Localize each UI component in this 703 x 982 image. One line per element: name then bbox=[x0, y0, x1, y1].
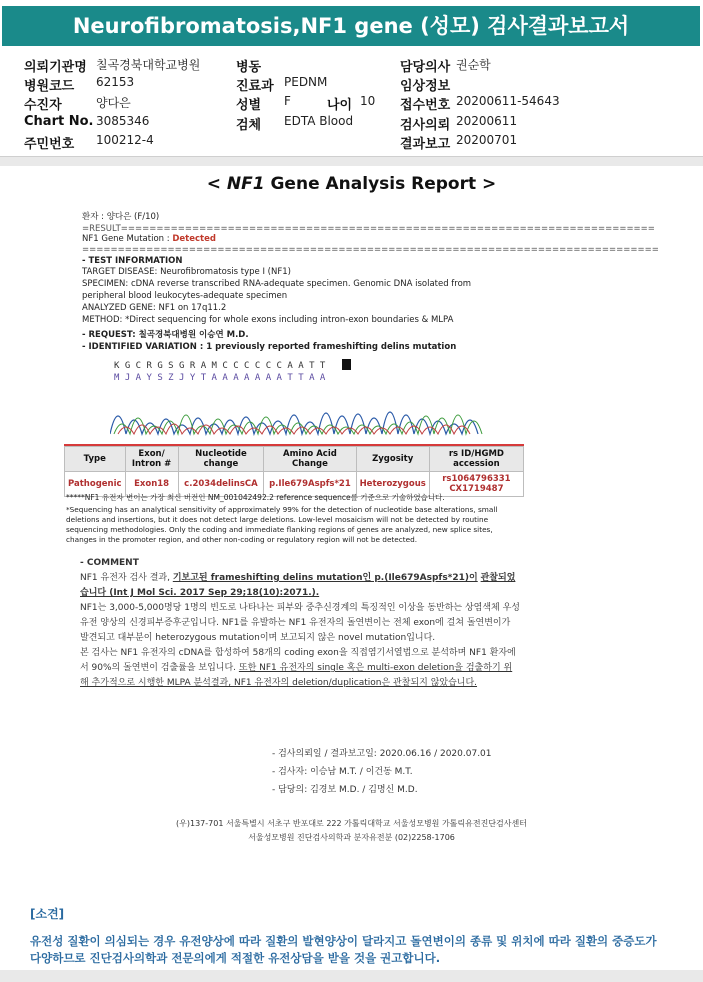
accession-value: 20200611-54643 bbox=[456, 94, 560, 108]
address-line-2: 서울성모병원 진단검사의학과 분자유전분 (02)2258-1706 bbox=[248, 833, 455, 842]
info-row-5 bbox=[0, 133, 703, 155]
patient-label: 수진자 bbox=[24, 98, 62, 113]
mutation-value: Detected bbox=[172, 234, 216, 244]
mutation-line bbox=[82, 234, 216, 244]
target-disease: TARGET DISEASE: Neurofibromatosis type I (NF1) bbox=[82, 267, 291, 277]
clinical-label: 임상정보 bbox=[400, 79, 451, 94]
analyzed-gene: ANALYZED GENE: NF1 on 17q11.2 bbox=[82, 303, 227, 313]
note-sensitivity-1: *Sequencing has an analytical sensitivity of approximately 99% for the detection of nucleotide base alterations, small bbox=[66, 505, 498, 514]
hospital-value: 칠곡경북대학교병원 bbox=[96, 58, 201, 72]
accession-label: 접수번호 bbox=[400, 98, 451, 113]
info-row-3 bbox=[0, 94, 703, 116]
opinion-title: [소견] bbox=[30, 907, 65, 921]
rrn-label: 주민번호 bbox=[24, 137, 75, 152]
chart-label: Chart No. bbox=[24, 114, 94, 129]
comment-p3-mlpa: 또한 NF1 유전자의 single 혹은 multi-exon deletion을 검출하기 위해 추가적으로 시행한 MLPA 분석결과, NF1 유전자의 deletion/duplication은 관찰되지 않았습니다. bbox=[80, 663, 513, 688]
report-title: Neurofibromatosis,NF1 gene (성모) 검사결과보고서 bbox=[72, 14, 630, 38]
specimen-value: EDTA Blood bbox=[284, 114, 354, 128]
report-image bbox=[0, 166, 703, 886]
specimen-label: 검체 bbox=[236, 118, 262, 133]
age-value: 10 bbox=[360, 94, 376, 108]
request-line: - REQUEST: 칠곡경북대병원 이승연 M.D. bbox=[82, 330, 249, 340]
sign-tester: - 검사자: 이승남 M.T. / 이건동 M.T. bbox=[272, 767, 413, 777]
test-info-heading: - TEST INFORMATION bbox=[82, 256, 183, 266]
code-label: 병원코드 bbox=[24, 79, 75, 94]
col-nucleotide: Nucleotide change bbox=[178, 447, 264, 472]
cell-amino-acid: p.Ile679Aspfs*21 bbox=[264, 472, 356, 497]
specimen-line-2: peripheral blood leukocytes-adequate specimen bbox=[82, 291, 288, 301]
note-reference: *****NF1 유전자 변이는 가장 최신 버전인 NM_001042492.2 reference sequence를 기준으로 기술하였습니다. bbox=[66, 493, 445, 502]
table-header-row bbox=[65, 447, 524, 472]
opinion-body: 유전성 질환이 의심되는 경우 유전양상에 따라 질환의 발현양상이 달라지고 돌연변이의 종류 및 위치에 따라 질환의 중증도가 다양하므로 진단검사의학과 전문의에게 적절한 유전상담을 받을 것을 권고합니다. bbox=[30, 934, 657, 965]
doctor-value: 권순학 bbox=[456, 58, 491, 72]
col-zygosity: Zygosity bbox=[356, 447, 429, 472]
patient-value: 양다은 bbox=[96, 96, 131, 110]
code-value: 62153 bbox=[96, 75, 135, 89]
trace-blue bbox=[110, 412, 478, 434]
col-exon: Exon/ Intron # bbox=[125, 447, 178, 472]
reported-value: 20200701 bbox=[456, 133, 518, 147]
doctor-label: 담당의사 bbox=[400, 60, 451, 75]
comment-p1 bbox=[80, 571, 520, 601]
comment-p3 bbox=[80, 646, 520, 691]
comment-p1-lead: NF1 유전자 검사 결과, bbox=[80, 573, 173, 583]
comment-p2: NF1는 3,000-5,000명당 1명의 빈도로 나타나는 피부와 중추신경계의 특징적인 이상을 동반하는 상염색체 우성유전 양상의 신경피부증후군입니다. NF1를 유발하는 NF1 유전자의 돌연변이는 전체 exon에 걸쳐 돌연변이가 발견되고 대부분이 heterozygous mutation이며 보고되지 않은 novel mutation입니다. bbox=[80, 603, 520, 643]
reported-label: 결과보고 bbox=[400, 137, 451, 152]
report-heading bbox=[0, 174, 703, 194]
age-label: 나이 bbox=[327, 98, 353, 113]
sequence-bottom: M J A Y S Z J Y T A A A A A A A T T A A bbox=[114, 373, 326, 383]
cell-type: Pathogenic bbox=[65, 472, 126, 497]
bottom-bar bbox=[0, 970, 703, 982]
sequence-top: K G C R G S G R A M C C C C C C A A T T bbox=[114, 361, 326, 371]
comment-p1-finding: 기보고된 frameshifting delins mutation인 p.(Ile679Aspfs*21)이 bbox=[172, 573, 478, 583]
separator-line: ================================================================================= bbox=[82, 245, 659, 255]
comment-section bbox=[80, 556, 520, 691]
section-divider bbox=[0, 156, 703, 166]
result-table bbox=[64, 446, 524, 497]
variation-line: - IDENTIFIED VARIATION : 1 previously reported frameshifting delins mutation bbox=[82, 342, 457, 352]
sign-doctor: - 담당의: 김경보 M.D. / 김명신 M.D. bbox=[272, 785, 418, 795]
highlight-base bbox=[342, 359, 351, 370]
note-sensitivity-4: changes in the promoter region, and other non-coding or regulatory region will not be detected. bbox=[66, 535, 418, 544]
specimen-line-1: SPECIMEN: cDNA reverse transcribed RNA-adequate specimen. Genomic DNA isolated from bbox=[82, 279, 472, 289]
col-accession: rs ID/HGMD accession bbox=[429, 447, 523, 472]
sign-dates: - 검사의뢰일 / 결과보고일: 2020.06.16 / 2020.07.01 bbox=[272, 749, 492, 759]
report-heading-post: Gene Analysis Report > bbox=[264, 174, 497, 194]
mutation-label: NF1 Gene Mutation : bbox=[82, 234, 173, 244]
patient-line: 환자 : 양다은 (F/10) bbox=[82, 212, 160, 222]
rrn-value: 100212-4 bbox=[96, 133, 154, 147]
cell-zygosity: Heterozygous bbox=[356, 472, 429, 497]
sex-value: F bbox=[284, 94, 291, 108]
patient-info bbox=[0, 56, 703, 166]
chromatogram bbox=[110, 356, 490, 436]
requested-value: 20200611 bbox=[456, 114, 518, 128]
cell-exon: Exon18 bbox=[125, 472, 178, 497]
requested-label: 검사의뢰 bbox=[400, 118, 451, 133]
method-line: METHOD: *Direct sequencing for whole exons including intron-exon boundaries & MLPA bbox=[82, 315, 454, 325]
report-title-bar bbox=[2, 6, 700, 46]
address-line-1: (우)137-701 서울특별시 서초구 반포대로 222 가톨릭대학교 서울성모병원 가톨릭유전진단검사센터 bbox=[176, 819, 527, 828]
dept-value: PEDNM bbox=[284, 75, 328, 89]
dept-label: 진료과 bbox=[236, 79, 274, 94]
note-sensitivity-3: sequencing methodologies. Only the coding and immediate flanking regions of genes are analyzed, new splice sites, bbox=[66, 525, 493, 534]
report-heading-gene: NF1 bbox=[226, 174, 265, 194]
cell-nucleotide: c.2034delinsCA bbox=[178, 472, 264, 497]
report-heading-pre: < bbox=[206, 174, 227, 194]
hospital-label: 의뢰기관명 bbox=[24, 60, 87, 75]
comment-p3-lead: 본 검사는 NF1 유전자의 cDNA를 합성하여 58개의 coding exon을 직접염기서열법으로 분석하며 NF1 환자에서 90%의 돌연변이 검출률을 보입니다. bbox=[80, 648, 516, 673]
comment-heading: - COMMENT bbox=[80, 558, 139, 568]
col-type: Type bbox=[65, 447, 126, 472]
sex-label: 성별 bbox=[236, 98, 262, 113]
note-sensitivity-2: deletions and insertions, but it does not detect large deletions. Low-level mosaicism will not be detected by routine bbox=[66, 515, 489, 524]
col-amino-acid: Amino Acid Change bbox=[264, 447, 356, 472]
comment-p1-ref: 관찰되었습니다 (Int J Mol Sci. 2017 Sep 29;18(10):2071.). bbox=[80, 573, 516, 598]
chart-value: 3085346 bbox=[96, 114, 150, 128]
ward-label: 병동 bbox=[236, 60, 262, 75]
result-header: =RESULT=========================================================================== bbox=[82, 224, 655, 234]
cell-accession: rs1064796331 CX1719487 bbox=[429, 472, 523, 497]
